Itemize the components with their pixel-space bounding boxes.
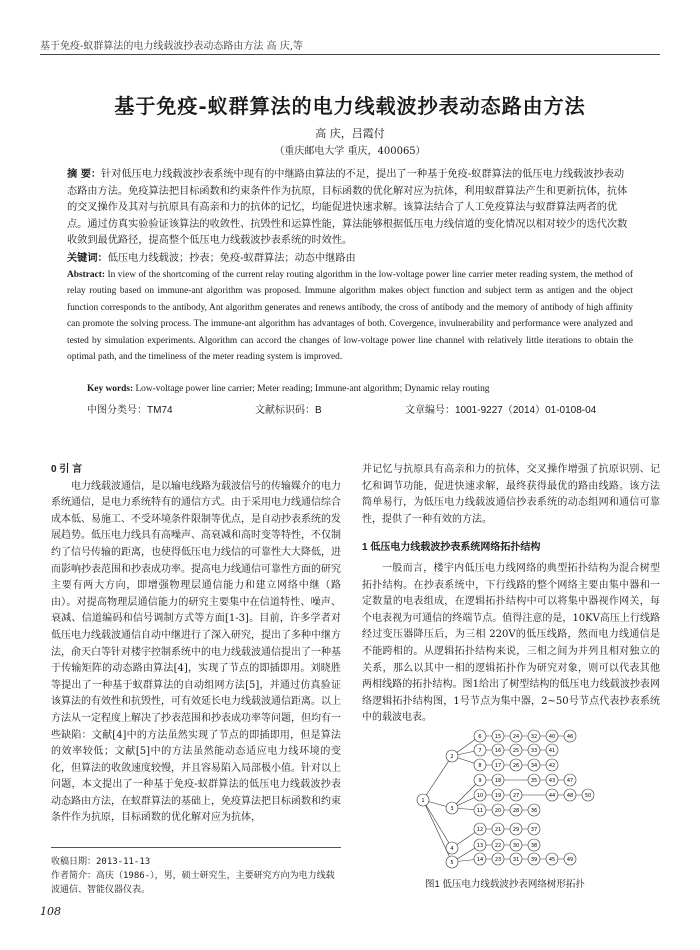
topology-node-23 [492, 853, 504, 865]
topology-node-label: 40 [548, 734, 556, 740]
topology-node-label: 33 [530, 748, 538, 754]
topology-node-41 [546, 744, 558, 756]
abstract-en [67, 267, 633, 365]
topology-node-4 [446, 842, 458, 854]
topology-node-49 [564, 853, 576, 865]
topology-node-label: 13 [476, 843, 484, 849]
topology-node-14 [474, 853, 486, 865]
topology-node-label: 4 [450, 846, 454, 852]
topology-node-label: 19 [494, 793, 502, 799]
topology-node-19 [492, 789, 504, 801]
topology-node-5 [446, 856, 458, 868]
topology-node-label: 1 [421, 798, 425, 804]
topology-node-46 [564, 730, 576, 742]
topology-node-label: 5 [450, 860, 454, 866]
topology-node-label: 35 [530, 778, 538, 784]
topology-node-label: 36 [530, 808, 538, 814]
topology-node-label: 42 [548, 763, 556, 769]
topology-node-15 [492, 730, 504, 742]
topology-node-label: 26 [512, 763, 520, 769]
topology-node-label: 39 [530, 857, 538, 863]
topology-node-17 [492, 759, 504, 771]
topology-node-43 [546, 774, 558, 786]
topology-node-label: 47 [566, 778, 574, 784]
topology-node-26 [510, 759, 522, 771]
keywords-en-label: Key words: [87, 384, 134, 394]
section-0-paragraph: 电力线载波通信，是以输电线路为载波信号的传输媒介的电力系统通信，是电力系统特有的通信方式。由于采用电力线通信综合成本低、易施工、不受环境条件限制等优点，是自动抄表系统的发展趋势。低压电力线具有高噪声、高衰减和高时变等特性，不仅制约了信号传输的距离，也使得低压电力线信的可靠性大大降低，进而影响抄表范围和抄表成功率。提高电力线通信可靠性方面的研究主要有两大方向，即增强物理层通信能力和建立网络中继（路由）。对提高物理层通信能力的研究主要集中在信道特性、噪声、衰减、信道编码和信号调制方式等方面[1-3]。目前，许多学者对低压电力线载波通信自动中继进行了深入研究，提出了多种中继方法，俞天白等针对楼宇控制系统中的电力线载波通信提出了一种基于传输矩阵的动态路由算法[4]，实现了节点的即插即用。刘晓胜等提出了一种基于蚁群算法的自动组网方法[5]，并通过仿真验证该算法的有效性和抗毁性，可有效延长电力线载波通信距离。以上方法从一定程度上解决了抄表范围和抄表成功率等问题，但均有一些缺陷：文献[4]中的方法虽然实现了节点的即插即用，但是算法的效率较低；文献[5]中的方法虽然能动态适应电力线环境的变化，但算法的收敛速度较慢，并且容易陷入局部极小值。针对以上问题，本文提出了一种基于免疫-蚁群算法的低压电力线载波抄表动态路由方法，在蚁群算法的基础上，免疫算法把目标函数和约束条件作为抗原，目标函数的优化解对应为抗体， [51, 480, 341, 824]
topology-node-45 [546, 853, 558, 865]
topology-node-42 [546, 759, 558, 771]
article-number: 文章编号：1001-9227（2014）01-0108-04 [405, 405, 597, 416]
topology-node-38 [528, 839, 540, 851]
topology-node-37 [528, 823, 540, 835]
topology-node-label: 15 [494, 734, 502, 740]
topology-node-20 [492, 804, 504, 816]
topology-node-label: 44 [548, 793, 556, 799]
topology-node-32 [528, 730, 540, 742]
running-header: 基于免疫-蚁群算法的电力线载波抄表动态路由方法 高 庆,等 [40, 41, 303, 52]
page-number: 108 [40, 905, 61, 918]
topology-node-label: 27 [512, 793, 520, 799]
topology-node-label: 34 [530, 763, 538, 769]
topology-node-label: 17 [494, 763, 502, 769]
abstract-en-text: In view of the shortcoming of the current relay routing algorithm in the low-voltage power line carrier meter reading system, the method of relay routing based on immune-ant algorithm was proposed. Immune algorithm makes object function and subject term as antigen and the object function corresponds to the antibody, Ant algorithm generates and renews antibody, the cross of antibody and the memory of antibody of high affinity can promote the solving process. The immune-ant algorithm has advantages of both. Covergence, invulnerability and performance were analyzed and tested by simulation experiments. Algorithm can accord the changes of low-voltage power line channel with relatively little iterations to obtain the optimal path, and the timeliness of the meter reading system is improved. [67, 270, 633, 363]
topology-node-label: 2 [450, 754, 454, 760]
keywords-cn [67, 249, 633, 264]
topology-node-label: 9 [478, 778, 482, 784]
topology-node-label: 25 [512, 748, 520, 754]
topology-node-label: 14 [476, 857, 484, 863]
document-code: 文献标识码：B [255, 405, 322, 416]
topology-node-35 [528, 774, 540, 786]
topology-node-label: 24 [512, 734, 520, 740]
topology-node-44 [546, 789, 558, 801]
topology-node-label: 18 [494, 778, 502, 784]
topology-node-48 [564, 789, 576, 801]
footnote-received: 收稿日期：2013-11-13 [51, 857, 151, 867]
section-1-title: 1 低压电力线载波抄表系统网络拓扑结构 [362, 542, 541, 554]
topology-node-label: 29 [512, 827, 520, 833]
abstract-cn [67, 166, 633, 250]
header-rule [40, 54, 660, 55]
abstract-en-label: Abstract: [67, 270, 106, 280]
topology-node-label: 20 [494, 808, 502, 814]
topology-node-label: 7 [478, 748, 482, 754]
clc-number: 中图分类号：TM74 [87, 405, 173, 416]
paper-authors: 高 庆，吕霞付 [315, 127, 385, 140]
topology-node-33 [528, 744, 540, 756]
keywords-en [87, 384, 633, 394]
topology-node-label: 45 [548, 857, 556, 863]
topology-node-3 [446, 802, 458, 814]
topology-node-2 [446, 750, 458, 762]
topology-node-label: 22 [494, 843, 502, 849]
keywords-cn-text: 低压电力线载波；抄表；免疫-蚁群算法；动态中继路由 [107, 253, 356, 264]
paper-affiliation: （重庆邮电大学 重庆，400065） [274, 146, 426, 157]
topology-node-label: 21 [494, 827, 502, 833]
topology-figure [410, 728, 610, 873]
topology-node-10 [474, 789, 486, 801]
abstract-cn-label: 摘 要： [67, 168, 102, 180]
keywords-en-text: Low-voltage power line carrier; Meter reading; Immune-ant algorithm; Dynamic relay routing [135, 384, 490, 394]
topology-node-50 [582, 789, 594, 801]
topology-node-label: 50 [584, 793, 592, 799]
topology-node-label: 23 [494, 857, 502, 863]
topology-node-label: 43 [548, 778, 556, 784]
topology-edge [423, 756, 452, 800]
topology-node-28 [510, 804, 522, 816]
topology-node-31 [510, 853, 522, 865]
topology-node-27 [510, 789, 522, 801]
section-1-paragraph: 一般而言，楼宇内低压电力线网络的典型拓扑结构为混合树型拓扑结构。在抄表系统中，下行线路的整个网络主要由集中器和一定数量的电表组成，在逻辑拓扑结构中可以将集中器视作网关，每个电表视为可通信的终端节点。值得注意的是，10KV高压上行线路经过变压器降压后，为三相 220V的低压线路，然而电力线通信是不能跨相的。从逻辑拓扑结构来说，三相之间为并列且相对独立的关系，那么以其中一相的逻辑拓扑作为研究对象，则可以代表其他两相线路的拓扑结构。图1给出了树型结构的低压电力线载波抄表网络逻辑拓扑结构图，1号节点为集中器，2~50号节点代表抄表系统中的载波电表。 [362, 562, 660, 724]
topology-node-label: 38 [530, 843, 538, 849]
topology-node-label: 41 [548, 748, 556, 754]
topology-node-7 [474, 744, 486, 756]
topology-node-21 [492, 823, 504, 835]
topology-node-9 [474, 774, 486, 786]
footnote-author: 作者简介：高庆（1986-），男，硕士研究生，主要研究方向为电力线载波通信、智能仪器仪表。 [51, 871, 335, 895]
right-column [362, 462, 660, 727]
section-0-paragraph-continued: 并记忆与抗原具有高亲和力的抗体，交叉操作增强了抗原识别、记忆和调节功能，促进快速求解，最终获得最优的路由线路。该方法简单易行，为低压电力线载波通信抄表系统的动态组网和通信可靠性，提供了一种有效的方法。 [362, 464, 660, 525]
topology-node-6 [474, 730, 486, 742]
footnote-rule [51, 847, 341, 848]
topology-node-label: 30 [512, 843, 520, 849]
figure-caption: 图1 低压电力线载波抄表网络树形拓扑 [425, 879, 585, 890]
topology-node-label: 11 [476, 808, 484, 814]
topology-node-47 [564, 774, 576, 786]
topology-node-label: 16 [494, 748, 502, 754]
abstract-cn-text: 针对低压电力线载波抄表系统中现有的中继路由算法的不足，提出了一种基于免疫-蚁群算法的低压电力线载波抄表动态路由方法。免疫算法把目标函数和约束条件作为抗原，目标函数的优化解对应为抗体，利用蚁群算法产生和更新抗体，抗体的交叉操作及其对与抗原具有高亲和力的抗体的记忆，均能促进快速求解。该算法结合了人工免疫算法与蚁群算法两者的优点。通过仿真实验验证该算法的收敛性、抗毁性和运算性能，算法能够根据低压电力线信道的变化情况以相对较少的迭代次数收敛到最优路径，提高整个低压电力线载波抄表系统的时效性。 [67, 169, 628, 246]
topology-node-29 [510, 823, 522, 835]
topology-node-label: 37 [530, 827, 538, 833]
topology-node-label: 46 [566, 734, 574, 740]
topology-node-25 [510, 744, 522, 756]
topology-node-39 [528, 853, 540, 865]
topology-node-label: 49 [566, 857, 574, 863]
topology-node-8 [474, 759, 486, 771]
topology-node-22 [492, 839, 504, 851]
topology-node-16 [492, 744, 504, 756]
topology-node-11 [474, 804, 486, 816]
topology-node-label: 12 [476, 827, 484, 833]
topology-node-18 [492, 774, 504, 786]
topology-node-label: 8 [478, 763, 482, 769]
topology-node-1 [417, 794, 429, 806]
topology-node-36 [528, 804, 540, 816]
topology-node-40 [546, 730, 558, 742]
topology-node-label: 10 [476, 793, 484, 799]
topology-node-label: 31 [512, 857, 520, 863]
topology-node-30 [510, 839, 522, 851]
keywords-cn-label: 关键词： [67, 252, 108, 264]
footnote [51, 855, 341, 897]
topology-node-13 [474, 839, 486, 851]
topology-node-label: 48 [566, 793, 574, 799]
topology-node-label: 32 [530, 734, 538, 740]
topology-node-label: 28 [512, 808, 520, 814]
section-0-title: 0 引 言 [51, 464, 83, 475]
topology-node-34 [528, 759, 540, 771]
topology-node-12 [474, 823, 486, 835]
topology-node-24 [510, 730, 522, 742]
topology-node-label: 3 [450, 806, 454, 812]
topology-node-label: 6 [478, 734, 482, 740]
paper-title: 基于免疫-蚁群算法的电力线载波抄表动态路由方法 [114, 94, 586, 118]
left-column [51, 462, 341, 827]
